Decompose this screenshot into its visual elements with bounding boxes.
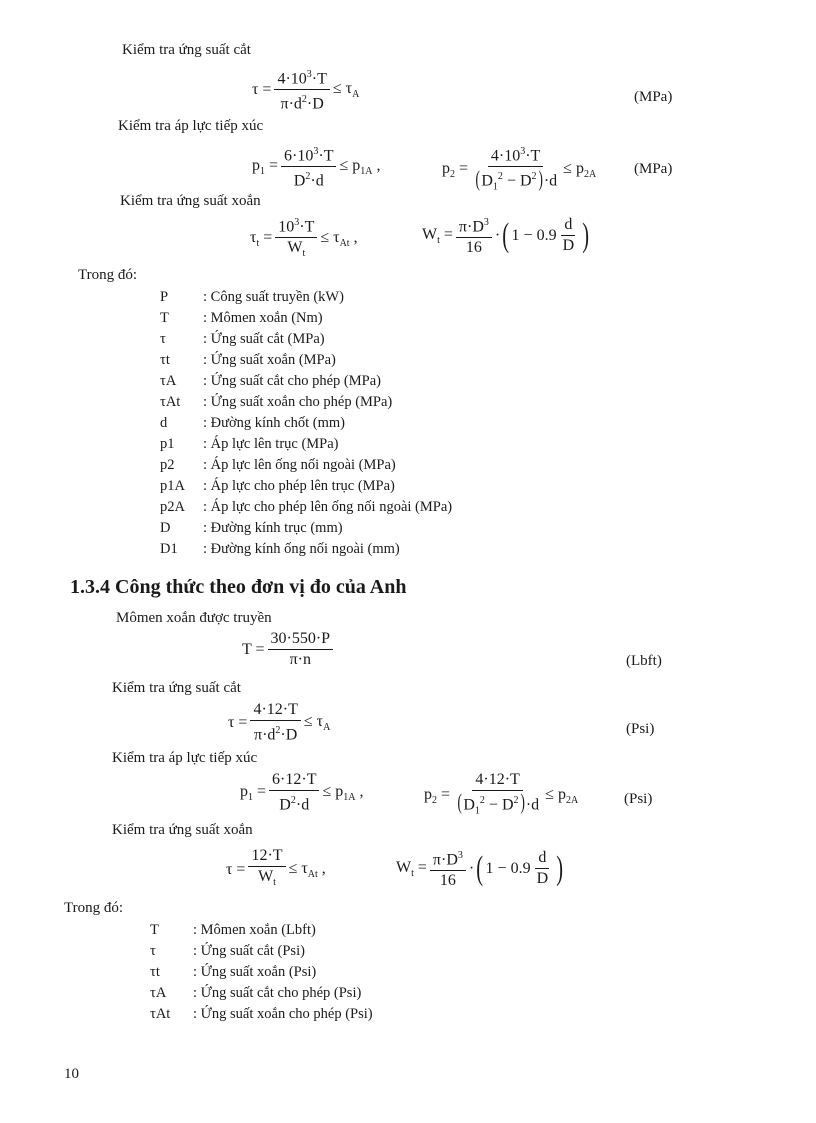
shear-unit-imperial: (Psi) [626, 721, 655, 737]
formula-wt-metric: $W_t$ = $\frac{\pi\cdot D^3}{16}$ · ( 1 − 0.9 $\frac{d}{D}$ ) [422, 214, 591, 257]
formula-torque-imperial: T = $\frac{30\cdot 550\cdot P}{\pi\cdot n}$ [242, 630, 336, 669]
formula-p1-imperial: $p_1$ = $\frac{6\cdot 12\cdot T}{D^2\cdot d}$ ≤ $p_{1A}$ , [240, 771, 364, 814]
section-heading: 1.3.4 Công thức theo đơn vị đo của Anh [70, 576, 407, 598]
legend-row: p1A : Áp lực cho phép lên trục (MPa) [160, 478, 395, 494]
formula-wt-imperial: $W_t$ = $\frac{\pi\cdot D^3}{16}$ · ( 1 − 0.9 $\frac{d}{D}$ ) [396, 847, 565, 890]
legend-row: D1 : Đường kính ống nối ngoài (mm) [160, 541, 400, 557]
formula-shear-imperial: τ = $\frac{4\cdot 12\cdot T}{\pi\cdot d^2\cdot D}$ ≤ $\tau_A$ [228, 701, 331, 744]
formula-torsion-metric: $\tau_t$ = $\frac{10^3\cdot T}{W_t}$ ≤ $\tau_{At}$ , [250, 214, 358, 264]
torsion-check-label-imperial: Kiểm tra ứng suất xoắn [112, 822, 253, 838]
shear-check-label-imperial: Kiểm tra ứng suất cắt [112, 680, 241, 696]
shear-unit-metric: (MPa) [634, 89, 673, 105]
legend-row: T : Mômen xoắn (Nm) [160, 310, 323, 326]
formula-p1-metric: $p_1$ = $\frac{6\cdot 10^3\cdot T}{D^2\cdot d}$ ≤ $p_{1A}$ , [252, 143, 380, 191]
pressure-unit-imperial: (Psi) [624, 791, 653, 807]
where-label-imperial: Trong đó: [64, 900, 124, 916]
formula-p2-metric: $p_2$ = $\frac{4\cdot 10^3\cdot T}{(D_1^2 - D^2)\cdot d}$ ≤ $p_{2A}$ [442, 143, 596, 197]
shear-check-label: Kiểm tra ứng suất cắt [122, 42, 251, 58]
legend-row: τ : Ứng suất cắt (MPa) [160, 331, 325, 347]
legend-row: p2A : Áp lực cho phép lên ống nối ngoài (MPa) [160, 499, 453, 515]
legend-imperial [150, 920, 373, 1025]
legend-row: T : Mômen xoắn (Lbft) [150, 922, 316, 938]
legend-row: d : Đường kính chốt (mm) [160, 415, 345, 431]
pressure-unit-metric: (MPa) [634, 161, 673, 177]
legend-row: P : Công suất truyền (kW) [160, 289, 344, 305]
where-label-metric: Trong đó: [78, 267, 138, 283]
legend-metric [160, 287, 452, 560]
legend-row: τAt : Ứng suất xoắn cho phép (MPa) [160, 394, 393, 410]
formula-p2-imperial: $p_2$ = $\frac{4\cdot 12\cdot T}{(D_1^2 - D^2)\cdot d}$ ≤ $p_{2A}$ [424, 771, 579, 817]
torque-label: Mômen xoắn được truyền [116, 610, 272, 626]
legend-row: τ : Ứng suất cắt (Psi) [150, 943, 305, 959]
formula-shear-metric: τ = $\frac{4\cdot 10^3\cdot T}{\pi\cdot d^2\cdot D}$ ≤ $\tau_A$ [252, 66, 359, 114]
torsion-check-label: Kiểm tra ứng suất xoắn [120, 193, 261, 209]
torque-unit: (Lbft) [626, 653, 662, 669]
legend-row: τA : Ứng suất cắt cho phép (Psi) [150, 985, 362, 1001]
pressure-check-label-imperial: Kiểm tra áp lực tiếp xúc [112, 750, 258, 766]
legend-row: τt : Ứng suất xoắn (MPa) [160, 352, 336, 368]
legend-row: p2 : Áp lực lên ống nối ngoài (MPa) [160, 457, 396, 473]
legend-row: p1 : Áp lực lên trục (MPa) [160, 436, 339, 452]
legend-row: τt : Ứng suất xoắn (Psi) [150, 964, 317, 980]
legend-row: τAt : Ứng suất xoắn cho phép (Psi) [150, 1006, 373, 1022]
page-number: 10 [64, 1066, 79, 1082]
legend-row: D : Đường kính trục (mm) [160, 520, 343, 536]
legend-row: τA : Ứng suất cắt cho phép (MPa) [160, 373, 381, 389]
formula-torsion-imperial: τ = $\frac{12\cdot T}{W_t}$ ≤ $\tau_{At}$ , [226, 847, 326, 889]
pressure-check-label: Kiểm tra áp lực tiếp xúc [118, 118, 264, 134]
